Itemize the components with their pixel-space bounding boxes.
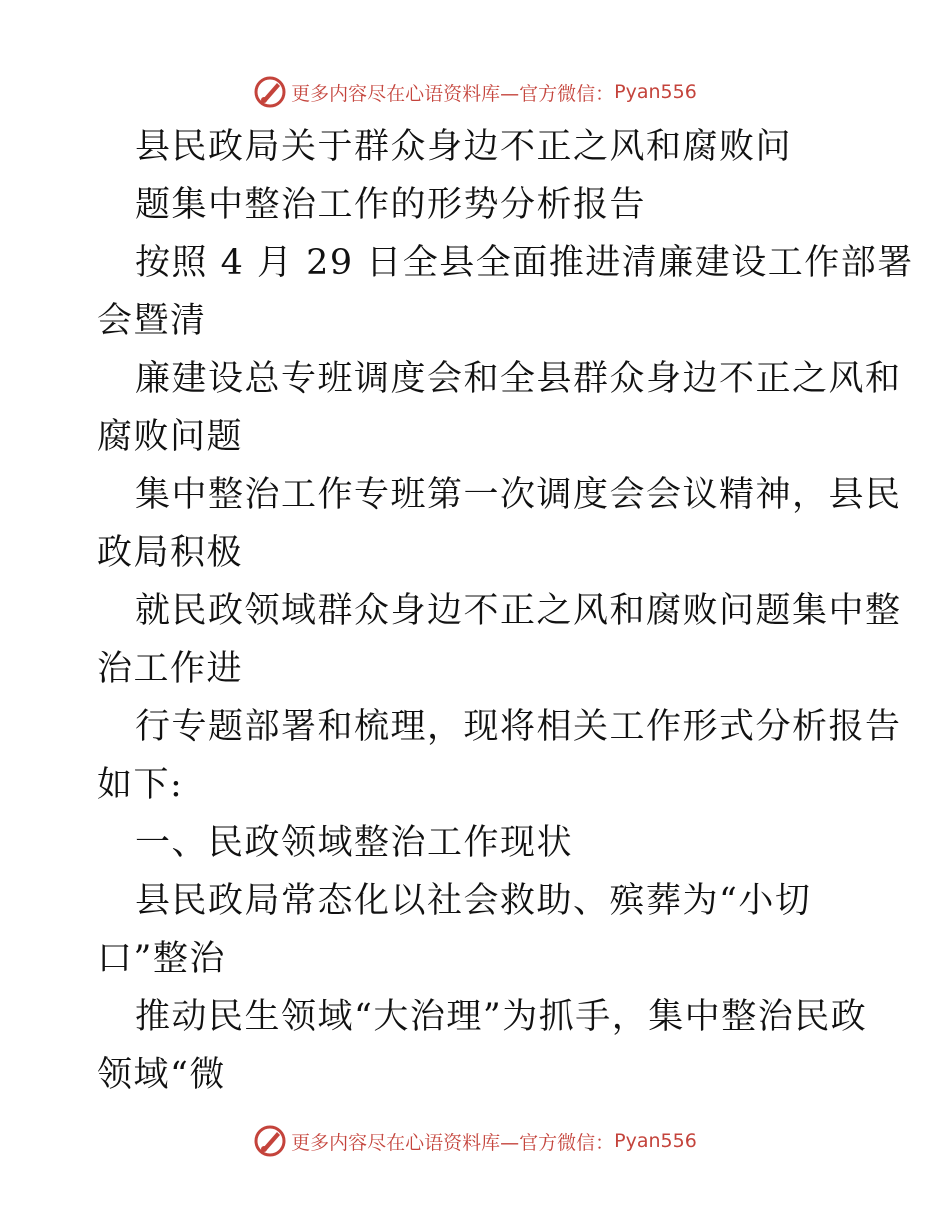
brush-seal-icon — [253, 1124, 287, 1158]
paragraph-line: 就民政领域群众身边不正之风和腐败问题集中整 — [135, 591, 902, 631]
paragraph-line: 领域“微 — [97, 1055, 226, 1095]
paragraph-line: 推动民生领域“大治理”为抓手，集中整治民政 — [135, 997, 868, 1037]
paragraph-line: 行专题部署和梳理，现将相关工作形式分析报告 — [135, 707, 902, 747]
banner-text: 更多内容尽在心语资料库—官方微信： — [291, 1131, 615, 1154]
paragraph-line: 如下: — [97, 765, 184, 805]
brush-seal-icon — [253, 75, 287, 109]
paragraph-line: 口”整治 — [97, 939, 226, 979]
document-title-line: 题集中整治工作的形势分析报告 — [135, 185, 647, 225]
paragraph-line: 政局积极 — [97, 533, 244, 573]
paragraph-line: 县民政局常态化以社会救助、殡葬为“小切 — [135, 881, 812, 921]
paragraph-line: 按照 4 月 29 日全县全面推进清廉建设工作部署 — [135, 243, 914, 283]
banner-wechat-id: Pyan556 — [614, 1130, 697, 1152]
header-banner — [0, 72, 950, 112]
paragraph-line: 治工作进 — [97, 649, 244, 689]
paragraph-line: 集中整治工作专班第一次调度会会议精神，县民 — [135, 475, 902, 515]
paragraph-line: 廉建设总专班调度会和全县群众身边不正之风和 — [135, 359, 902, 399]
banner-text: 更多内容尽在心语资料库—官方微信： — [291, 82, 615, 105]
document-title-line: 县民政局关于群众身边不正之风和腐败问 — [135, 127, 793, 167]
footer-banner — [0, 1121, 950, 1161]
banner-wechat-id: Pyan556 — [614, 81, 697, 103]
paragraph-line: 腐败问题 — [97, 417, 244, 457]
paragraph-line: 会暨清 — [97, 301, 207, 341]
section-heading: 一、民政领域整治工作现状 — [135, 823, 574, 863]
document-content — [97, 118, 914, 1104]
